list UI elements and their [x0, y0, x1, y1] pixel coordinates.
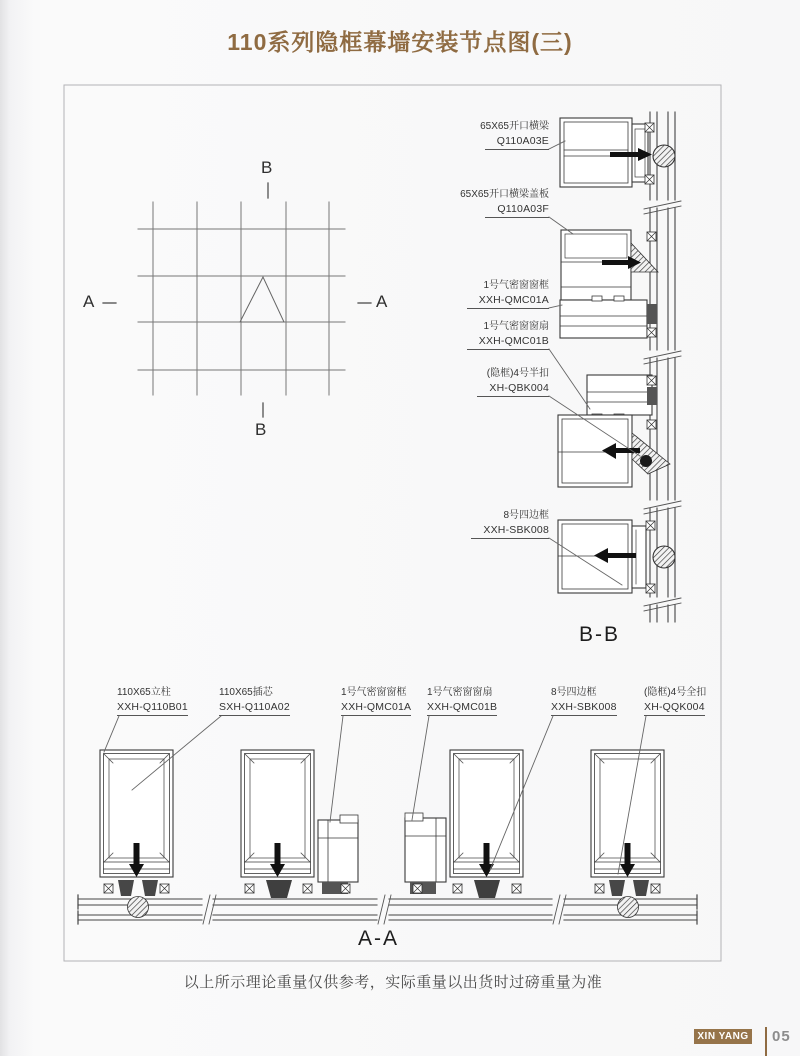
callout-half-clip: (隐框)4号半扣 XH-QBK004: [455, 367, 549, 397]
weight-disclaimer-note: 以上所示理论重量仅供参考，实际重量以出货时过磅重量为准: [183, 974, 603, 991]
callout-beam: 65X65开口横梁 Q110A03E: [455, 120, 549, 150]
callout-full-clip: (隐框)4号全扣 XH-QQK004: [644, 686, 706, 716]
bb-beam-cover-Q110A03F: [561, 230, 658, 300]
aa-mullions: [100, 750, 664, 877]
callout-four-side-frame: 8号四边框 XXH-SBK008: [551, 686, 611, 716]
section-cut-ticks: [103, 183, 371, 417]
bb-window-sash-QMC01B: [558, 415, 670, 487]
mullion: [450, 750, 523, 877]
aa-window-sash-piece: [405, 813, 446, 894]
backer-rod-gasket: [128, 897, 149, 918]
callout-beam-cover: 65X65开口横梁盖板 Q110A03F: [455, 188, 549, 218]
section-aa-label: A-A: [358, 927, 400, 950]
brand-badge: XIN YANG: [694, 1029, 752, 1044]
bb-beam-Q110A03E: [560, 118, 675, 187]
mullion-XXH-Q110B01: [100, 750, 173, 877]
aa-glass: [78, 895, 697, 924]
aa-window-frame-piece: [318, 815, 358, 894]
section-marker-b-bottom: B: [255, 420, 267, 439]
callout-window-sash: 1号气密窗窗扇 XXH-QMC01B: [427, 686, 495, 716]
callout-insert-core: 110X65插芯 SXH-Q110A02: [219, 686, 289, 716]
bb-window-frame-QMC01A: [560, 296, 657, 338]
callout-window-frame: 1号气密窗窗框 XXH-QMC01A: [341, 686, 409, 716]
mullion: [591, 750, 664, 877]
callout-window-sash: 1号气密窗窗扇 XXH-QMC01B: [455, 320, 549, 350]
footer-divider: [765, 1027, 767, 1056]
backer-rod-gasket: [653, 145, 675, 167]
section-bb-label: B-B: [579, 623, 621, 646]
backer-rod-gasket: [653, 546, 675, 568]
section-marker-a-right: A: [376, 292, 388, 311]
callout-window-frame: 1号气密窗窗框 XXH-QMC01A: [455, 279, 549, 309]
callout-mullion: 110X65立柱 XXH-Q110B01: [117, 686, 193, 716]
plan-grid: [103, 183, 371, 417]
plan-opening-triangle: [240, 277, 284, 322]
bb-window-sash-top-rail: [587, 375, 657, 419]
section-marker-a-left: A: [83, 292, 95, 311]
section-marker-b-top: B: [261, 158, 273, 177]
mullion: [241, 750, 314, 877]
callout-four-side-frame: 8号四边框 XXH-SBK008: [455, 509, 549, 539]
bb-glass: [644, 112, 681, 622]
half-clip-XH-QBK004: [632, 433, 670, 474]
page-number: 05: [772, 1028, 791, 1045]
page-title: 110系列隐框幕墙安装节点图(三): [227, 29, 573, 55]
backer-rod-gasket: [618, 897, 639, 918]
